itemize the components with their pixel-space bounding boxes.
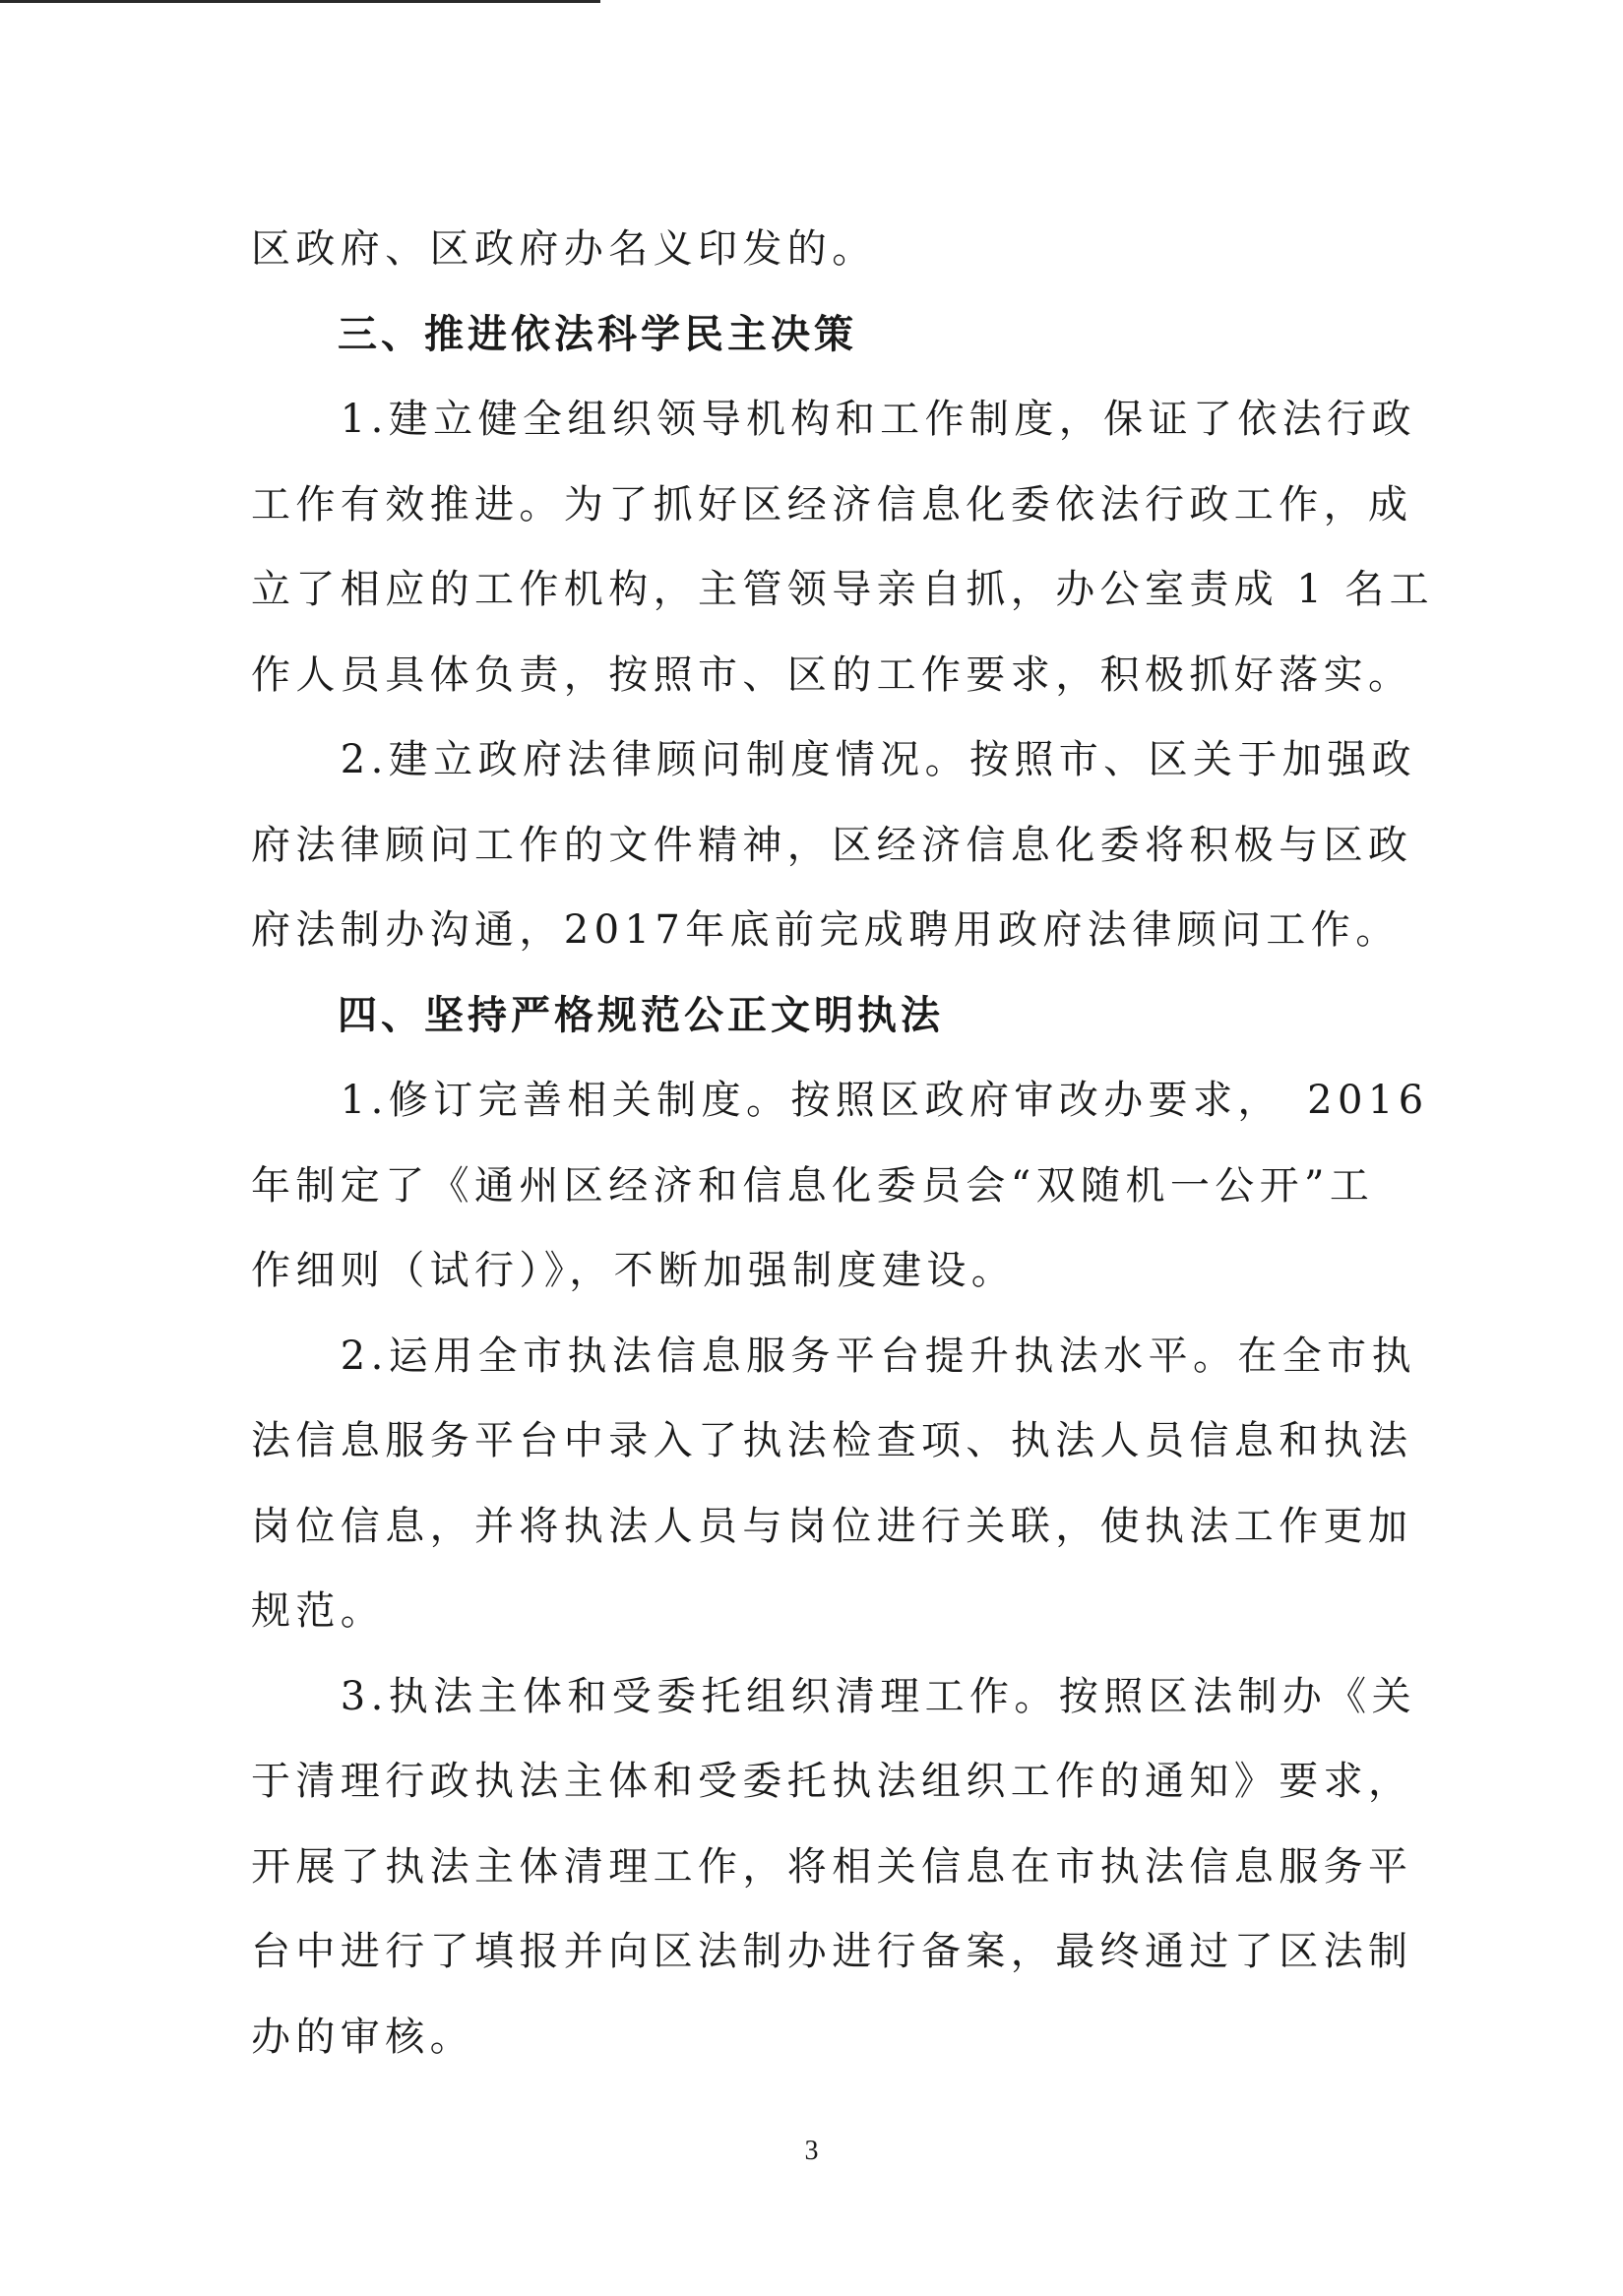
text-line: 1.修订完善相关制度。按照区政府审改办要求， 2016 [251,1078,1429,1123]
text-line: 3.执法主体和受委托组织清理工作。按照区法制办《关 [251,1673,1416,1719]
text-line: 规范。 [251,1588,386,1634]
text-line: 府法律顾问工作的文件精神，区经济信息化委将积极与区政 [251,822,1413,868]
text-line: 岗位信息，并将执法人员与岗位进行关联，使执法工作更加 [251,1503,1413,1549]
text-line: 1.建立健全组织领导机构和工作制度，保证了依法行政 [251,397,1416,442]
text-line: 年制定了《通州区经济和信息化委员会“双随机一公开”工 [251,1162,1375,1209]
text-line: 作细则（试行）》，不断加强制度建设。 [251,1248,1017,1293]
text-line: 办的审核。 [251,2014,474,2060]
text-line: 区政府、区政府办名义印发的。 [251,226,877,272]
text-line: 2.建立政府法律顾问制度情况。按照市、区关于加强政 [251,737,1416,782]
text-line: 开展了执法主体清理工作，将相关信息在市执法信息服务平 [251,1843,1413,1890]
text-line: 台中进行了填报并向区法制办进行备案，最终通过了区法制 [251,1929,1413,1974]
section-heading: 三、推进依法科学民主决策 [251,310,857,357]
section-heading: 四、坚持严格规范公正文明执法 [251,991,944,1038]
text-line: 作人员具体负责，按照市、区的工作要求，积极抓好落实。 [251,652,1413,698]
document-body [251,207,1435,2079]
text-line: 2.运用全市执法信息服务平台提升执法水平。在全市执 [251,1333,1416,1379]
text-line: 立了相应的工作机构，主管领导亲自抓，办公室责成 1 名工 [251,567,1435,612]
page-number: 3 [804,2136,819,2166]
text-line: 工作有效推进。为了抓好区经济信息化委依法行政工作，成 [251,481,1413,527]
text-line: 府法制办沟通，2017年底前完成聘用政府法律顾问工作。 [251,907,1401,953]
text-line: 法信息服务平台中录入了执法检查项、执法人员信息和执法 [251,1418,1413,1463]
text-line: 于清理行政执法主体和受委托执法组织工作的通知》要求， [251,1759,1413,1804]
scan-edge-mark [0,0,600,3]
